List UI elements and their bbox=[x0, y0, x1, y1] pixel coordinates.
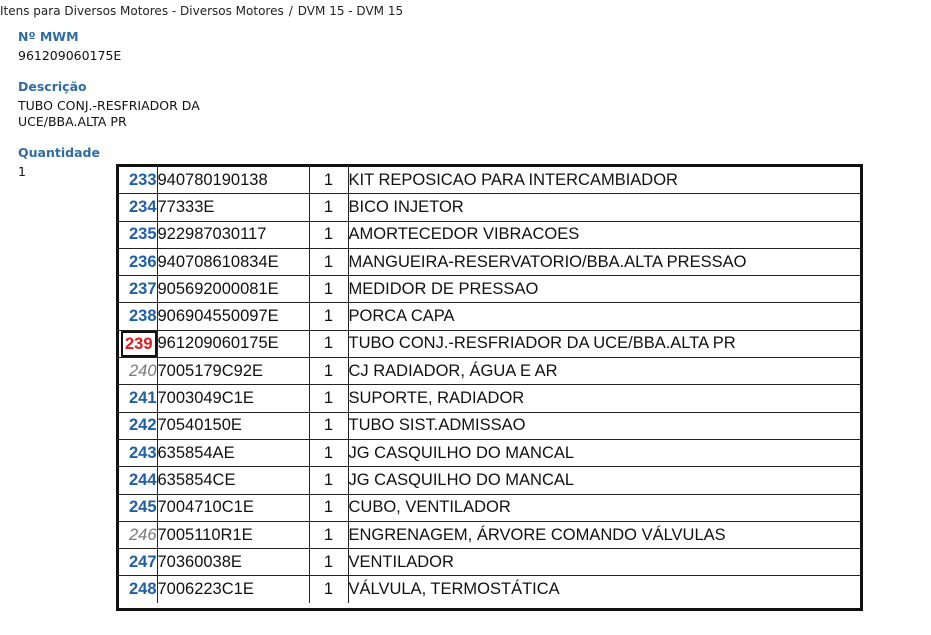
part-quantity: 1 bbox=[309, 276, 348, 303]
part-description: TUBO CONJ.-RESFRIADOR DA UCE/BBA.ALTA PR bbox=[348, 330, 860, 357]
ref-number-highlighted bbox=[119, 330, 157, 357]
part-code: 7003049C1E bbox=[157, 385, 309, 412]
ref-number-text: 237 bbox=[128, 279, 157, 298]
part-code: 7005179C92E bbox=[157, 358, 309, 385]
part-description: KIT REPOSICAO PARA INTERCAMBIADOR bbox=[348, 167, 860, 194]
ref-number-text: 238 bbox=[128, 307, 157, 326]
part-code: 961209060175E bbox=[157, 330, 309, 357]
ref-number-text: 240 bbox=[128, 361, 157, 380]
quantity-value: 1 bbox=[18, 164, 26, 179]
part-quantity: 1 bbox=[309, 412, 348, 439]
ref-number-text: 233 bbox=[128, 170, 157, 189]
part-quantity: 1 bbox=[309, 467, 348, 494]
part-code: 7005110R1E bbox=[157, 521, 309, 548]
part-quantity: 1 bbox=[309, 494, 348, 521]
part-quantity: 1 bbox=[309, 248, 348, 275]
table-row bbox=[119, 330, 860, 357]
ref-number bbox=[119, 412, 157, 439]
part-quantity: 1 bbox=[309, 221, 348, 248]
part-quantity: 1 bbox=[309, 521, 348, 548]
part-quantity: 1 bbox=[309, 194, 348, 221]
part-quantity: 1 bbox=[309, 167, 348, 194]
part-code: 906904550097E bbox=[157, 303, 309, 330]
ref-number bbox=[119, 385, 157, 412]
ref-number bbox=[119, 521, 157, 548]
table-row bbox=[119, 167, 860, 194]
ref-number bbox=[119, 358, 157, 385]
part-quantity: 1 bbox=[309, 330, 348, 357]
part-description: CJ RADIADOR, ÁGUA E AR bbox=[348, 358, 860, 385]
breadcrumb-item-category[interactable]: Itens para Diversos Motores - Diversos Motores bbox=[0, 4, 284, 18]
part-description: MEDIDOR DE PRESSAO bbox=[348, 276, 860, 303]
ref-number bbox=[119, 576, 157, 603]
part-code: 905692000081E bbox=[157, 276, 309, 303]
part-quantity: 1 bbox=[309, 358, 348, 385]
ref-number-text: 234 bbox=[128, 197, 157, 216]
ref-number-text: 235 bbox=[128, 225, 157, 244]
part-code: 77333E bbox=[157, 194, 309, 221]
ref-number bbox=[119, 439, 157, 466]
part-code: 7006223C1E bbox=[157, 576, 309, 603]
part-description: CUBO, VENTILADOR bbox=[348, 494, 860, 521]
part-description: JG CASQUILHO DO MANCAL bbox=[348, 467, 860, 494]
table-row bbox=[119, 439, 860, 466]
part-quantity: 1 bbox=[309, 549, 348, 576]
ref-number bbox=[119, 248, 157, 275]
part-description: PORCA CAPA bbox=[348, 303, 860, 330]
ref-number-text: 242 bbox=[128, 416, 157, 435]
ref-number bbox=[119, 276, 157, 303]
mwm-number-value: 961209060175E bbox=[18, 48, 122, 63]
ref-number-text: 243 bbox=[128, 443, 157, 462]
part-quantity: 1 bbox=[309, 576, 348, 603]
ref-number bbox=[119, 467, 157, 494]
part-quantity: 1 bbox=[309, 439, 348, 466]
table-row bbox=[119, 248, 860, 275]
quantity-label: Quantidade bbox=[18, 145, 100, 160]
ref-number bbox=[119, 494, 157, 521]
table-row bbox=[119, 276, 860, 303]
part-code: 940708610834E bbox=[157, 248, 309, 275]
ref-number-text: 239 bbox=[121, 331, 157, 357]
table-row bbox=[119, 412, 860, 439]
mwm-number-field bbox=[18, 29, 121, 64]
part-code: 635854AE bbox=[157, 439, 309, 466]
ref-number-text: 244 bbox=[128, 470, 157, 489]
parts-table bbox=[119, 167, 860, 603]
table-row bbox=[119, 549, 860, 576]
description-value-line2: UCE/BBA.ALTA PR bbox=[18, 114, 127, 129]
part-description: ENGRENAGEM, ÁRVORE COMANDO VÁLVULAS bbox=[348, 521, 860, 548]
table-row bbox=[119, 521, 860, 548]
ref-number bbox=[119, 194, 157, 221]
quantity-field bbox=[18, 145, 100, 180]
breadcrumb bbox=[0, 4, 403, 18]
ref-number-text: 248 bbox=[128, 580, 157, 599]
part-description: VENTILADOR bbox=[348, 549, 860, 576]
ref-number-text: 247 bbox=[128, 552, 157, 571]
part-code: 635854CE bbox=[157, 467, 309, 494]
ref-number-text: 246 bbox=[128, 525, 157, 544]
description-label: Descrição bbox=[18, 79, 87, 94]
ref-number bbox=[119, 549, 157, 576]
part-code: 940780190138 bbox=[157, 167, 309, 194]
breadcrumb-separator: / bbox=[288, 4, 293, 18]
part-code: 70360038E bbox=[157, 549, 309, 576]
table-row bbox=[119, 358, 860, 385]
table-row bbox=[119, 576, 860, 603]
part-description: MANGUEIRA-RESERVATORIO/BBA.ALTA PRESSAO bbox=[348, 248, 860, 275]
part-description: JG CASQUILHO DO MANCAL bbox=[348, 439, 860, 466]
ref-number bbox=[119, 303, 157, 330]
ref-number bbox=[119, 221, 157, 248]
part-description: TUBO SIST.ADMISSAO bbox=[348, 412, 860, 439]
part-description: VÁLVULA, TERMOSTÁTICA bbox=[348, 580, 560, 599]
table-row bbox=[119, 303, 860, 330]
ref-number-text: 245 bbox=[128, 498, 157, 517]
description-value-line1: TUBO CONJ.-RESFRIADOR DA bbox=[18, 98, 200, 113]
part-description: AMORTECEDOR VIBRACOES bbox=[348, 221, 860, 248]
parts-list-image bbox=[116, 164, 863, 611]
table-row bbox=[119, 385, 860, 412]
description-field bbox=[18, 79, 200, 130]
part-code: 7004710C1E bbox=[157, 494, 309, 521]
part-quantity: 1 bbox=[309, 385, 348, 412]
part-quantity: 1 bbox=[309, 303, 348, 330]
part-description: BICO INJETOR bbox=[348, 194, 860, 221]
ref-number-text: 236 bbox=[128, 252, 157, 271]
part-code: 70540150E bbox=[157, 412, 309, 439]
table-row bbox=[119, 494, 860, 521]
table-row bbox=[119, 467, 860, 494]
breadcrumb-item-model[interactable]: DVM 15 - DVM 15 bbox=[297, 4, 404, 18]
table-row bbox=[119, 194, 860, 221]
table-row bbox=[119, 221, 860, 248]
ref-number bbox=[119, 167, 157, 194]
part-code: 922987030117 bbox=[157, 221, 309, 248]
mwm-number-label: Nº MWM bbox=[18, 29, 79, 44]
part-description: SUPORTE, RADIADOR bbox=[348, 385, 860, 412]
ref-number-text: 241 bbox=[128, 389, 157, 408]
